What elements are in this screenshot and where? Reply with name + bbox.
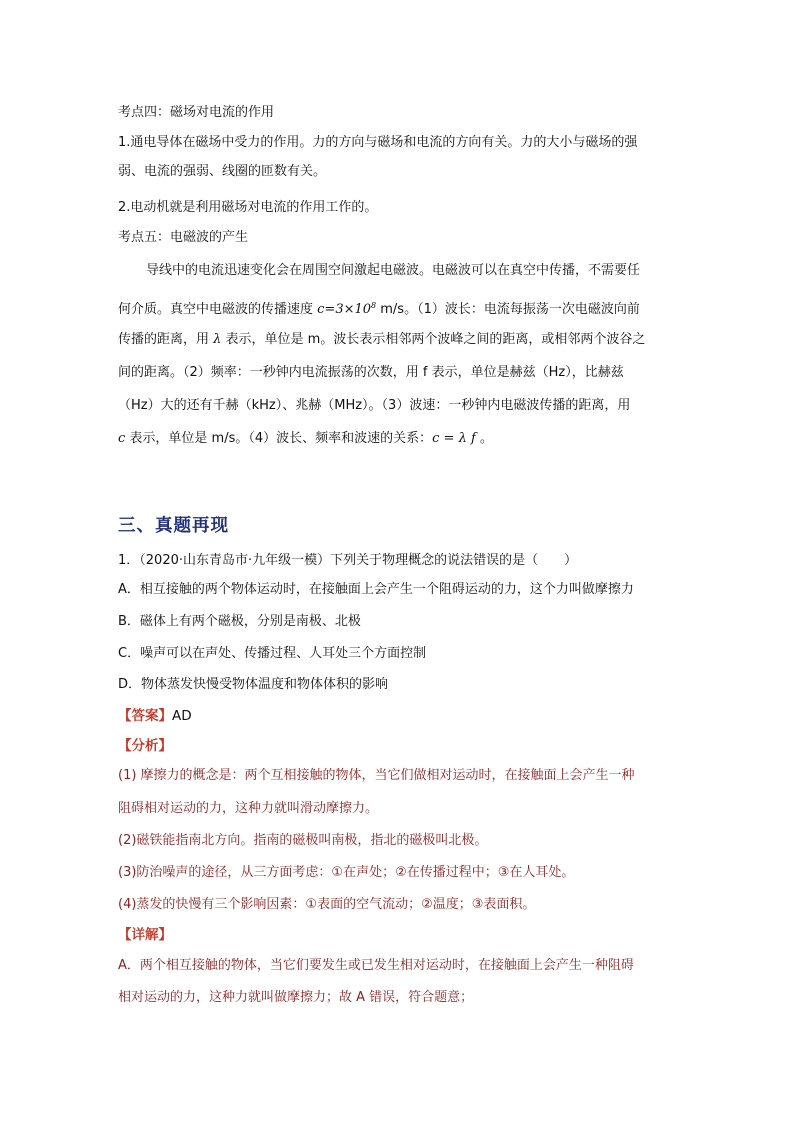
text-span: 何介质。真空中电磁波的传播速度 — [118, 302, 318, 317]
analysis-line-3: (2)磁铁能指南北方向。指南的磁极叫南极，指北的磁极叫北极。 — [118, 833, 488, 848]
text-span: 表示，单位是 m/s。（4）波长、频率和波速的关系： — [125, 431, 433, 446]
wave-formula: c = λ f — [432, 431, 476, 446]
option-a: A．相互接触的两个物体运动时，在接触面上会产生一个阻碍运动的力，这个力叫做摩擦力 — [118, 582, 634, 597]
text-span: 传播的距离，用 — [118, 332, 214, 347]
lambda-symbol: λ — [213, 332, 222, 347]
option-b: B．磁体上有两个磁极，分别是南极、北极 — [118, 614, 361, 629]
analysis-line-4: (3)防治噪声的途径，从三方面考虑：①在声处；②在传播过程中；③在人耳处。 — [118, 865, 575, 880]
option-c: C．噪声可以在声处、传播过程、人耳处三个方面控制 — [118, 646, 427, 661]
answer-line — [118, 707, 192, 725]
answer-value: AD — [172, 708, 192, 724]
section4-point1-line2: 弱、电流的强弱、线圈的匝数有关。 — [118, 164, 327, 179]
speed-formula: c=3×10 — [317, 302, 372, 317]
option-d: D．物体蒸发快慢受物体温度和物体体积的影响 — [118, 677, 389, 692]
section5-line5: （Hz）大的还有千赫（kHz）、兆赫（MHz）。（3）波速：一秒钟内电磁波传播的距离，用 — [118, 398, 631, 413]
section5-line4: 间的距离。（2）频率：一秒钟内电流振荡的次数，用 f 表示，单位是赫兹（Hz），比赫兹 — [118, 365, 624, 380]
analysis-line-2: 阻碍相对运动的力，这种力就叫滑动摩擦力。 — [118, 801, 379, 816]
section4-point1-line1: 1.通电导体在磁场中受力的作用。力的方向与磁场和电流的方向有关。力的大小与磁场的强 — [118, 135, 638, 150]
section5-line3 — [118, 331, 645, 349]
analysis-line-5: (4)蒸发的快慢有三个影响因素：①表面的空气流动；②温度；③表面积。 — [118, 897, 536, 912]
text-span: 。 — [475, 431, 493, 446]
detail-line-2: 相对运动的力，这种力就叫做摩擦力；故 A 错误，符合题意； — [118, 990, 474, 1005]
text-span: 表示，单位是 m。波长表示相邻两个波峰之间的距离，或相邻两个波谷之 — [221, 332, 646, 347]
detail-label: 【详解】 — [118, 927, 172, 943]
speed-exponent: 8 — [371, 301, 377, 310]
c-symbol: c — [118, 431, 126, 446]
section5-line1: 导线中的电流迅速变化会在周围空间激起电磁波。电磁波可以在真空中传播，不需要任 — [146, 263, 641, 278]
section4-heading: 考点四：磁场对电流的作用 — [118, 105, 275, 120]
question-stem: 1．（2020·山东青岛市·九年级一模）下列关于物理概念的说法错误的是（ ） — [118, 553, 578, 568]
answer-label: 【答案】 — [118, 708, 172, 724]
section4-point2: 2.电动机就是利用磁场对电流的作用工作的。 — [118, 200, 378, 215]
analysis-line-1: (1) 摩擦力的概念是：两个互相接触的物体，当它们做相对运动时，在接触面上会产生一种 — [118, 768, 635, 783]
detail-line-1: A．两个相互接触的物体，当它们要发生或已发生相对运动时，在接触面上会产生一种阻碍 — [118, 958, 634, 973]
section5-line6 — [118, 430, 493, 448]
section5-line2 — [118, 297, 640, 319]
analysis-label: 【分析】 — [118, 738, 172, 754]
section5-heading: 考点五：电磁波的产生 — [118, 230, 249, 245]
section-title: 三、真题再现 — [118, 516, 229, 536]
text-span: m/s。（1）波长：电流每振荡一次电磁波向前 — [376, 302, 640, 317]
